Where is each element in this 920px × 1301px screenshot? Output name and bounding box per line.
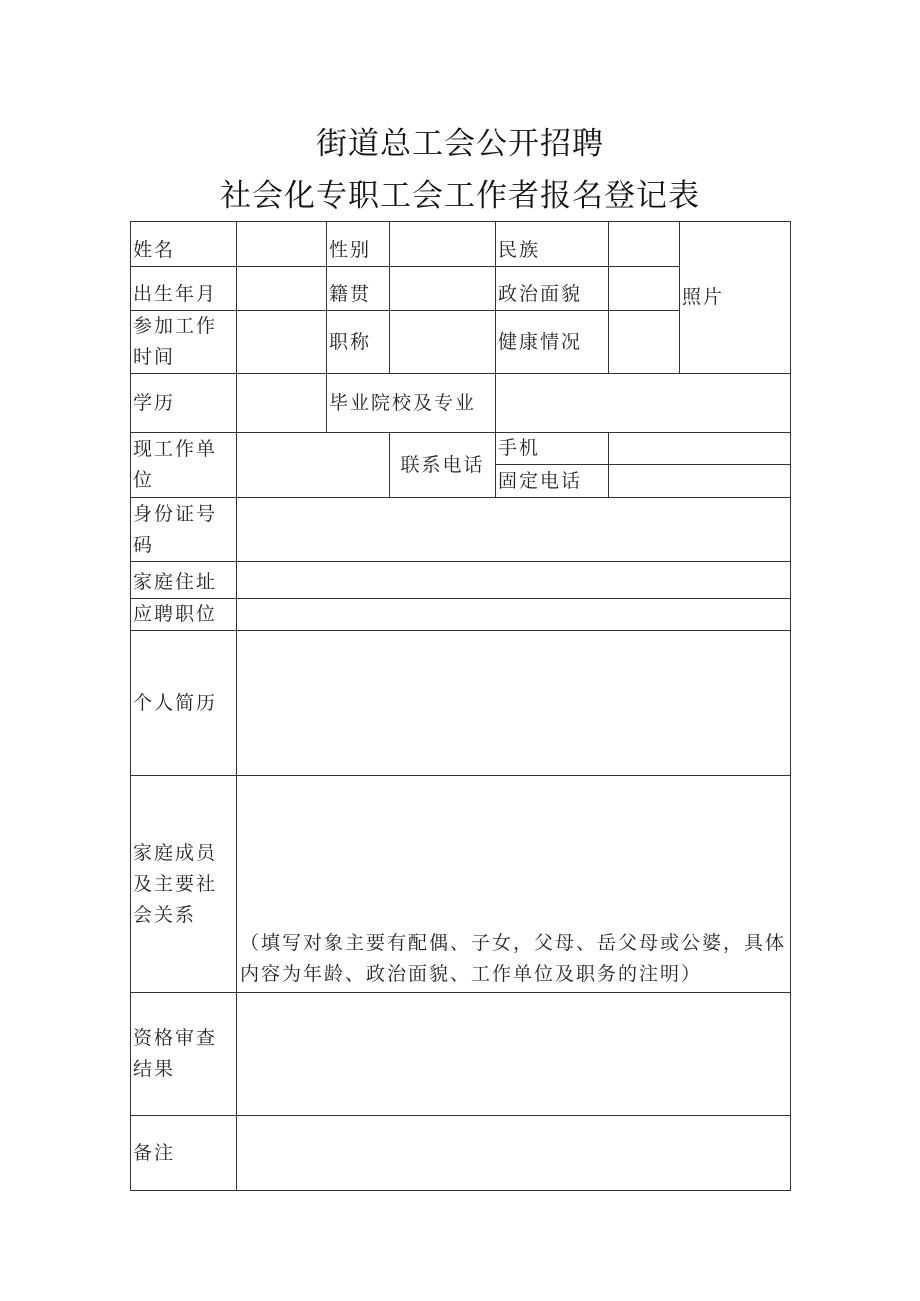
gender-label: 性别: [327, 222, 390, 267]
native-place-field[interactable]: [390, 267, 496, 311]
political-status-field[interactable]: [609, 267, 680, 311]
home-address-field[interactable]: [237, 562, 791, 599]
review-field[interactable]: [237, 993, 791, 1116]
education-label: 学历: [131, 374, 237, 433]
family-label: 家庭成员及主要社会关系: [131, 776, 237, 993]
gender-field[interactable]: [390, 222, 496, 267]
birth-field[interactable]: [237, 267, 327, 311]
work-start-field[interactable]: [237, 311, 327, 374]
name-label: 姓名: [131, 222, 237, 267]
applied-position-label: 应聘职位: [131, 599, 237, 631]
education-field[interactable]: [237, 374, 327, 433]
resume-label: 个人简历: [131, 631, 237, 776]
review-label: 资格审查结果: [131, 993, 237, 1116]
political-status-label: 政治面貌: [496, 267, 609, 311]
ethnicity-label: 民族: [496, 222, 609, 267]
native-place-label: 籍贯: [327, 267, 390, 311]
graduate-school-label: 毕业院校及专业: [327, 374, 496, 433]
work-start-label: 参加工作时间: [131, 311, 237, 374]
mobile-label: 手机: [496, 433, 609, 465]
photo-area[interactable]: 照片: [680, 222, 791, 374]
health-label: 健康情况: [496, 311, 609, 374]
landline-field[interactable]: [609, 465, 791, 498]
title-rank-field[interactable]: [390, 311, 496, 374]
resume-field[interactable]: [237, 631, 791, 776]
form-title-line2: 社会化专职工会工作者报名登记表: [220, 178, 700, 214]
family-note-text: （填写对象主要有配偶、子女，父母、岳父母或公婆，具体内容为年龄、政治面貌、工作单位及职务的注明）: [240, 932, 787, 985]
remarks-field[interactable]: [237, 1116, 791, 1191]
current-employer-label: 现工作单位: [131, 433, 237, 498]
id-number-field[interactable]: [237, 498, 791, 562]
title-rank-label: 职称: [327, 311, 390, 374]
form-title-line1: 街道总工会公开招聘: [316, 126, 604, 162]
registration-form-table: [130, 221, 791, 1191]
birth-label: 出生年月: [131, 267, 237, 311]
mobile-field[interactable]: [609, 433, 791, 465]
contact-phone-label: 联系电话: [390, 433, 496, 498]
health-field[interactable]: [609, 311, 680, 374]
graduate-school-field[interactable]: [496, 374, 791, 433]
landline-label: 固定电话: [496, 465, 609, 498]
ethnicity-field[interactable]: [609, 222, 680, 267]
applied-position-field[interactable]: [237, 599, 791, 631]
current-employer-field[interactable]: [237, 433, 390, 498]
home-address-label: 家庭住址: [131, 562, 237, 599]
id-number-label: 身份证号码: [131, 498, 237, 562]
name-field[interactable]: [237, 222, 327, 267]
remarks-label: 备注: [131, 1116, 237, 1191]
family-field[interactable]: [237, 776, 791, 993]
